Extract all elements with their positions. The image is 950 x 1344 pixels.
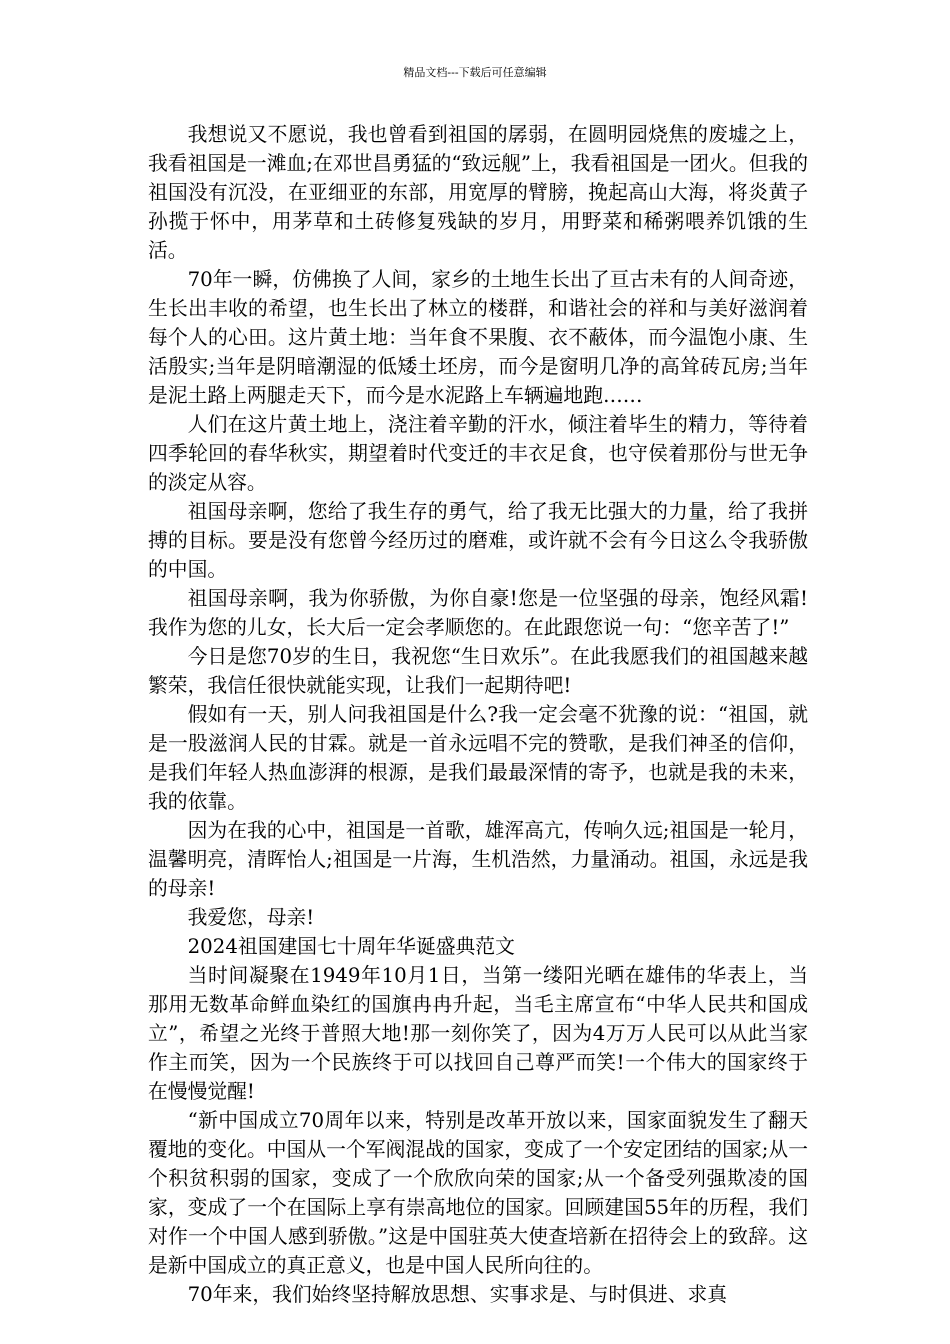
paragraph: 70年一瞬，仿佛换了人间，家乡的土地生长出了亘古未有的人间奇迹，生长出丰收的希望，也生长出了林立的楼群，和谐社会的祥和与美好滋润着每个人的心田。这片黄土地：当年食不果腹、衣不蔽体，而今温饱小康、生活殷实;当年是阴暗潮湿的低矮土坯房，而今是窗明几净的高耸砖瓦房;当年是泥土路上两腿走天下，而今是水泥路上车辆遍地跑……: [148, 268, 808, 407]
paragraph: 因为在我的心中，祖国是一首歌，雄浑高亢，传响久远;祖国是一轮月，温馨明亮，清晖怡人;祖国是一片海，生机浩然，力量涌动。祖国，永远是我的母亲!: [148, 819, 808, 900]
document-body: [148, 120, 808, 1309]
paragraph: 今日是您70岁的生日，我祝您“生日欢乐”。在此我愿我们的祖国越来越繁荣，我信任很快就能实现，让我们一起期待吧!: [148, 645, 808, 697]
paragraph: “新中国成立70周年以来，特别是改革开放以来，国家面貌发生了翻天覆地的变化。中国从一个军阀混战的国家，变成了一个安定团结的国家;从一个积贫积弱的国家，变成了一个欣欣向荣的国家;从一个备受列强欺凌的国家，变成了一个在国际上享有崇高地位的国家。回顾建国55年的历程，我们对作一个中国人感到骄傲。”这是中国驻英大使查培新在招待会上的致辞。这是新中国成立的真正意义，也是中国人民所向往的。: [148, 1109, 808, 1277]
paragraph: 假如有一天，别人问我祖国是什么?我一定会毫不犹豫的说：“祖国，就是一股滋润人民的甘霖。就是一首永远唱不完的赞歌，是我们神圣的信仰，是我们年轻人热血澎湃的根源，是我们最最深情的寄予，也就是我的未来，我的依靠。: [148, 703, 808, 813]
paragraph: 我爱您，母亲!: [187, 906, 315, 929]
paragraph: 人们在这片黄土地上，浇注着辛勤的汗水，倾注着毕生的精力，等待着四季轮回的春华秋实，期望着时代变迁的丰衣足食，也守侯着那份与世无争的淡定从容。: [148, 413, 808, 494]
page-header: 精品文档---下载后可任意编辑: [403, 66, 547, 79]
paragraph: 我想说又不愿说，我也曾看到祖国的孱弱，在圆明园烧焦的废墟之上，我看祖国是一滩血;在邓世昌勇猛的“致远舰”上，我看祖国是一团火。但我的祖国没有沉没，在亚细亚的东部，用宽厚的臂膀，挽起高山大海，将炎黄子孙揽于怀中，用茅草和土砖修复残缺的岁月，用野菜和稀粥喂养饥饿的生活。: [148, 123, 808, 262]
paragraph: 当时间凝聚在1949年10月1日，当第一缕阳光晒在雄伟的华表上，当那用无数革命鲜血染红的国旗冉冉升起，当毛主席宣布“中华人民共和国成立”，希望之光终于普照大地!那一刻你笑了，因为4万万人民可以从此当家作主而笑，因为一个民族终于可以找回自己尊严而笑!一个伟大的国家终于在慢慢觉醒!: [148, 964, 808, 1103]
section-title: 2024祖国建国七十周年华诞盛典范文: [187, 935, 515, 958]
paragraph: 祖国母亲啊，我为你骄傲，为你自豪!您是一位坚强的母亲，饱经风霜!我作为您的儿女，长大后一定会孝顺您的。在此跟您说一句：“您辛苦了!”: [148, 587, 808, 639]
paragraph: 祖国母亲啊，您给了我生存的勇气，给了我无比强大的力量，给了我拼搏的目标。要是没有您曾今经历过的磨难，或许就不会有今日这么令我骄傲的中国。: [148, 500, 808, 581]
paragraph: 70年来，我们始终坚持解放思想、实事求是、与时俱进、求真: [187, 1283, 728, 1306]
